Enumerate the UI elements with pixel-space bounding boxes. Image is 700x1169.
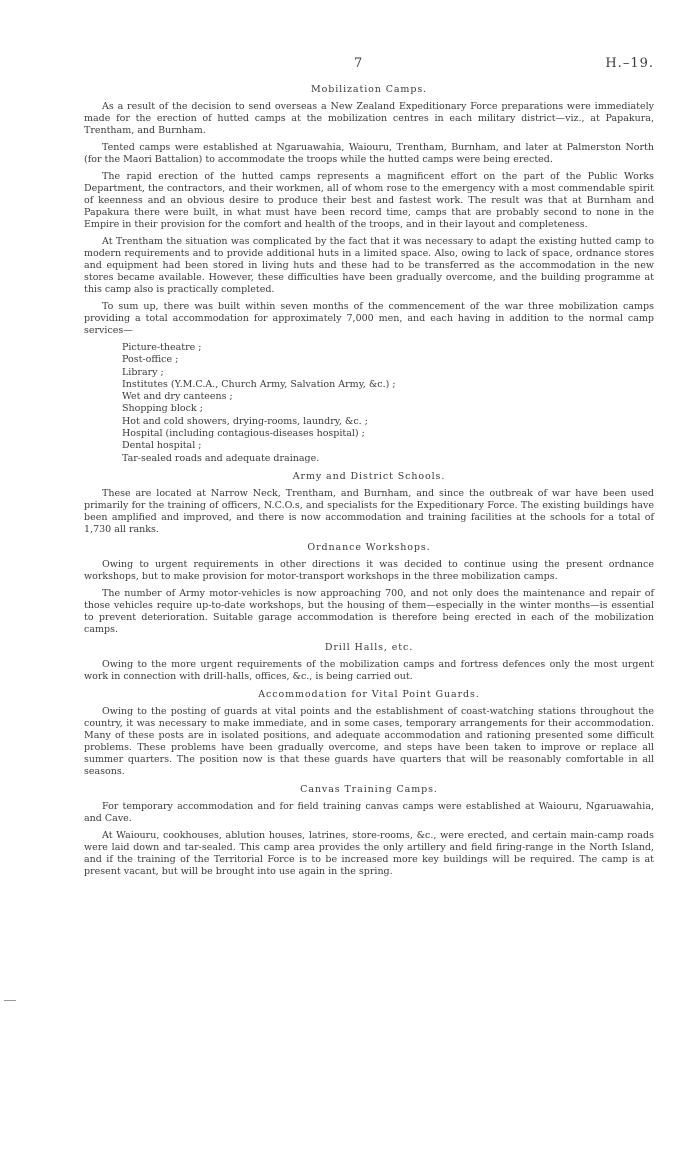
paragraph: Owing to the posting of guards at vital points and the establishment of coast-watching stations throughout the country, it was necessary to make immediate, and in some cases, temporary arrangements for their accommodation. Many of these posts are in isolated positions, and adequate accommodation and rationing presented some difficult problems. These problems have been gradually overcome, and steps have been taken to improve or replace all summer quarters. The position now is that these guards have quarters that will be reasonably comfortable in all seasons. [84, 705, 654, 777]
list-item: Hot and cold showers, drying-rooms, laundry, &c. ; [122, 415, 368, 427]
list-item: Dental hospital ; [122, 440, 202, 452]
paragraph: At Waiouru, cookhouses, ablution houses, latrines, store-rooms, &c., were erected, and certain main-camp roads were laid down and tar-sealed. This camp area provides the only artillery and field firing-range in the North Island, and if the training of the Territorial Force is to be increased more key buildings will be required. The camp is at present vacant, but will be brought into use again in the spring. [84, 829, 654, 877]
paragraph: Owing to the more urgent requirements of the mobilization camps and fortress defences only the most urgent work in connection with drill-halls, offices, &c., is being carried out. [84, 658, 654, 682]
list-item: Shopping block ; [122, 403, 203, 415]
document-reference: H.–19. [605, 56, 654, 71]
section-canvas-camps [84, 784, 654, 878]
paragraph: The rapid erection of the hutted camps represents a magnificent effort on the part of the Public Works Department, the contractors, and their workmen, all of whom rose to the emergency with a most commendable spirit of keenness and an obvious desire to produce their best and fastest work. The result was that at Burnham and Papakura there were built, in what must have been record time, camps that are probably second to none in the Empire in their provision for the comfort and health of the troops, and in their layout and completeness. [84, 171, 654, 230]
list-item: Picture-theatre ; [122, 342, 202, 353]
section-drill-halls [84, 642, 654, 683]
camp-services-list [84, 342, 654, 465]
section-army-schools [84, 471, 654, 536]
document-page [84, 56, 654, 883]
section-ordnance-workshops [84, 542, 654, 636]
list-item: Tar-sealed roads and adequate drainage. [122, 452, 320, 464]
list-item: Library ; [122, 366, 164, 378]
margin-mark [4, 1000, 16, 1001]
section-mobilization-camps [84, 84, 654, 465]
list-item: Institutes (Y.M.C.A., Church Army, Salvation Army, &c.) ; [122, 378, 396, 390]
page-header [84, 56, 654, 78]
paragraph: The number of Army motor-vehicles is now approaching 700, and not only does the maintenance and repair of those vehicles require up-to-date workshops, but the housing of them—especially in the winter months—is essential to prevent deterioration. Suitable garage accommodation is therefore being erected in each of the mobilization camps. [84, 587, 654, 635]
paragraph: These are located at Narrow Neck, Trentham, and Burnham, and since the outbreak of war have been used primarily for the training of officers, N.C.O.s, and specialists for the Expeditionary Force. The existing buildings have been amplified and improved, and there is now accommodation and training facilities at the schools for a total of 1,730 all ranks. [84, 487, 654, 535]
section-heading: Drill Halls, etc. [324, 641, 414, 653]
paragraph: Tented camps were established at Ngaruawahia, Waiouru, Trentham, Burnham, and later at Palmerston North (for the Maori Battalion) to accommodate the troops while the hutted camps were being erected. [84, 142, 654, 165]
list-item: Post-office ; [122, 354, 179, 366]
paragraph: To sum up, there was built within seven months of the commencement of the war three mobilization camps providing a total accommodation for approximately 7,000 men, and each having in addition to the normal camp services— [84, 301, 654, 336]
section-heading: Accommodation for Vital Point Guards. [258, 688, 480, 700]
page-number: 7 [354, 56, 363, 71]
section-heading: Mobilization Camps. [310, 84, 428, 95]
section-heading: Canvas Training Camps. [300, 783, 438, 795]
section-heading: Ordnance Workshops. [307, 541, 431, 553]
list-item: Wet and dry canteens ; [122, 391, 233, 403]
paragraph: Owing to urgent requirements in other directions it was decided to continue using the present ordnance workshops, but to make provision for motor-transport workshops in the three mobilization camps. [84, 558, 654, 582]
section-heading: Army and District Schools. [292, 470, 446, 482]
paragraph: As a result of the decision to send overseas a New Zealand Expeditionary Force preparations were immediately made for the erection of hutted camps at the mobilization centres in each military district—viz., at Papakura, Trentham, and Burnham. [84, 101, 654, 136]
section-vital-point-guards [84, 689, 654, 778]
paragraph: For temporary accommodation and for field training canvas camps were established at Waiouru, Ngaruawahia, and Cave. [84, 800, 654, 824]
paragraph: At Trentham the situation was complicated by the fact that it was necessary to adapt the existing hutted camp to modern requirements and to provide additional huts in a limited space. Also, owing to lack of space, ordnance stores and equipment had been stored in living huts and these had to be transferred as the accommodation in the new stores became available. However, these difficulties have been gradually overcome, and the building programme at this camp also is practically completed. [84, 236, 654, 295]
list-item: Hospital (including contagious-diseases hospital) ; [122, 428, 365, 440]
